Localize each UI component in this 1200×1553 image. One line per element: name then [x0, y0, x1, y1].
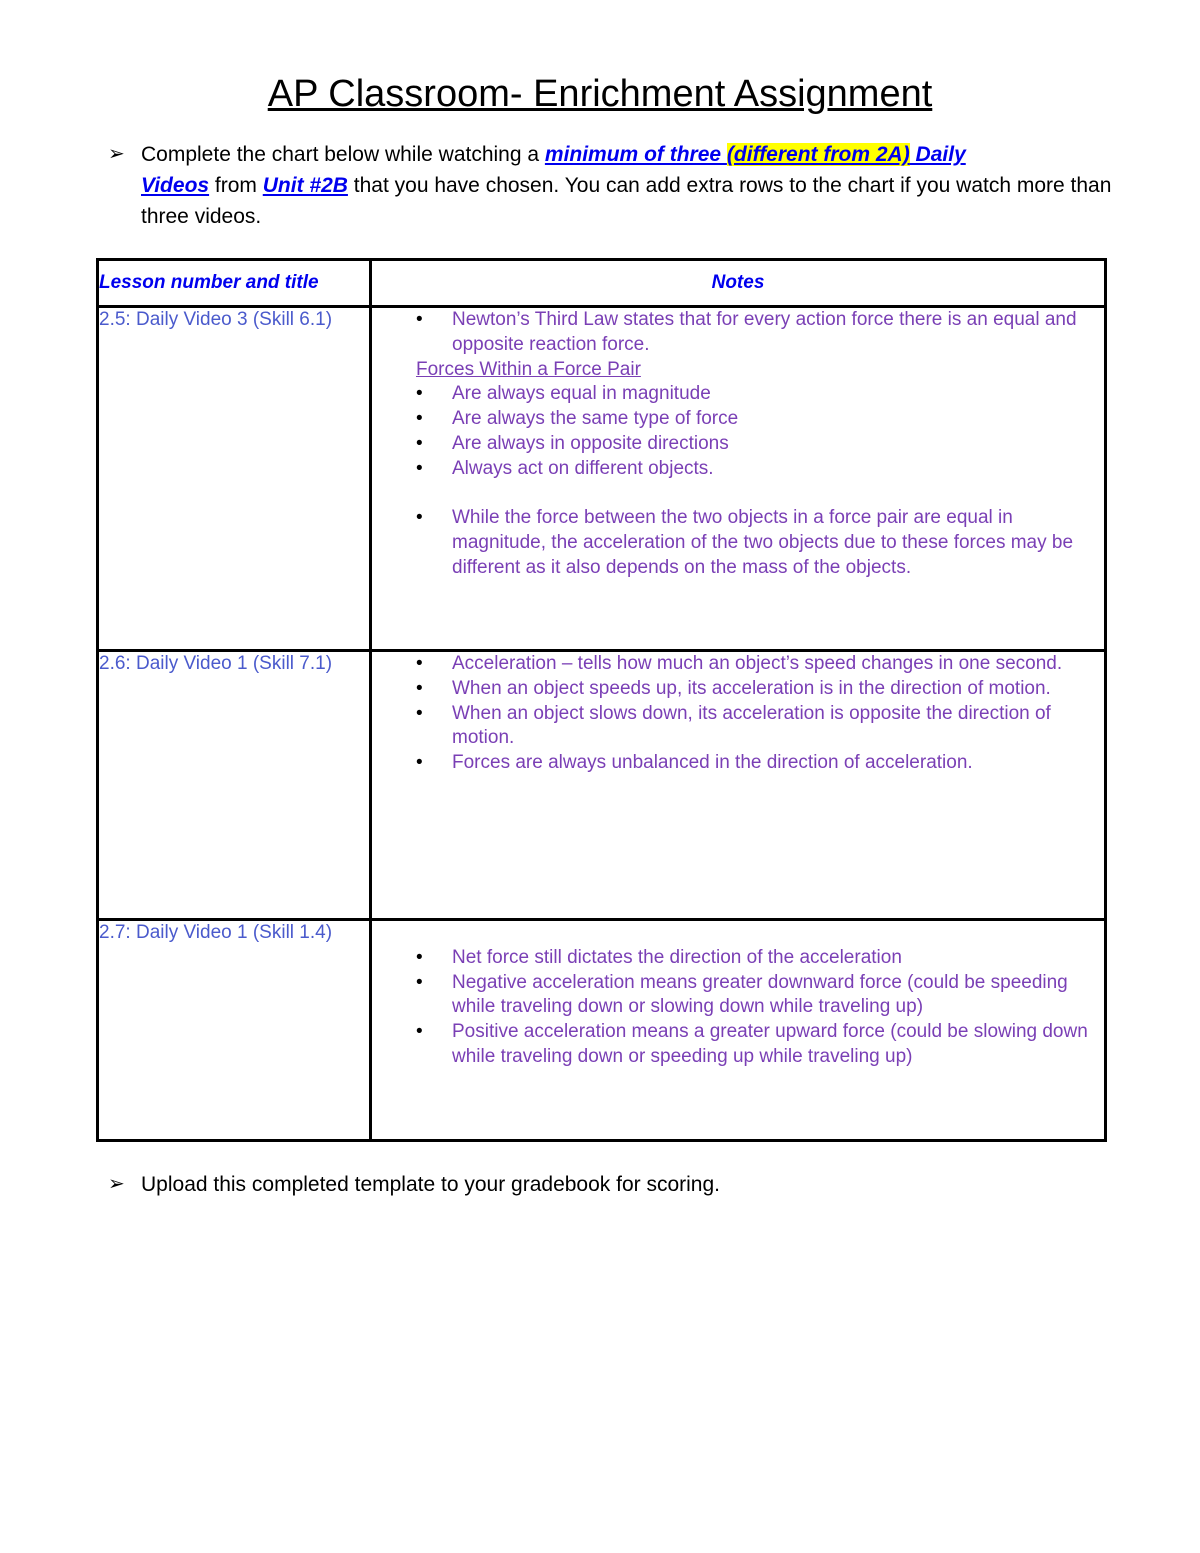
subheading: Forces Within a Force Pair	[416, 358, 641, 380]
bullet-icon: •	[416, 383, 423, 405]
bullet-icon: •	[416, 457, 423, 479]
list-item: • Are always in opposite directions	[372, 432, 1104, 457]
unit-link[interactable]: Unit #2B	[262, 174, 348, 197]
list-item: • Newton’s Third Law states that for every action force there is an equal and opposite reaction force.	[416, 309, 1077, 355]
table-row	[98, 307, 1106, 651]
list-item: • Positive acceleration means a greater upward force (could be slowing down while traveling down or speeding up while traveling up)	[416, 1021, 1088, 1067]
list-item: • While the force between the two objects in a force pair are equal in magnitude, the acceleration of the two objects due to these forces may be different as it also depends on the mass of the objects.	[416, 507, 1074, 578]
list-item: • Negative acceleration means greater downward force (could be speeding while traveling down or slowing down while traveling up)	[416, 971, 1068, 1018]
header-lesson: Lesson number and title	[98, 260, 371, 307]
notes-cell	[371, 307, 1106, 651]
bullet-icon: •	[416, 971, 423, 993]
list-item: • Are always the same type of force	[372, 407, 1104, 432]
header-notes: Notes	[371, 260, 1106, 307]
notes-cell	[371, 651, 1106, 920]
bullet-icon: •	[416, 408, 423, 430]
lesson-cell: 2.6: Daily Video 1 (Skill 7.1)	[98, 651, 371, 920]
arrow-bullet-icon: ➢	[108, 143, 125, 165]
page-title: AP Classroom- Enrichment Assignment	[267, 73, 933, 115]
bullet-icon: •	[416, 1021, 423, 1043]
table-header-row	[98, 260, 1106, 307]
list-item: • When an object speeds up, its acceleration is in the direction of motion.	[372, 677, 1104, 702]
table-row	[98, 651, 1106, 920]
highlighted-text: (different from 2A)	[726, 143, 910, 166]
notes-chart	[96, 258, 1107, 1142]
minimum-videos-link[interactable]: minimum of three (different from 2A) Daily	[544, 143, 966, 166]
list-item: • Are always equal in magnitude	[372, 382, 1104, 407]
lesson-cell: 2.5: Daily Video 3 (Skill 6.1)	[98, 307, 371, 651]
arrow-bullet-icon: ➢	[108, 1173, 125, 1195]
table-row	[98, 920, 1106, 1141]
bullet-icon: •	[416, 507, 423, 529]
bullet-icon: •	[416, 752, 423, 774]
bullet-icon: •	[416, 946, 423, 968]
list-item: • When an object slows down, its acceleration is opposite the direction of motion.	[416, 702, 1051, 749]
videos-link[interactable]: Videos	[141, 174, 210, 197]
list-item: • Always act on different objects.	[372, 457, 1104, 482]
bullet-icon: •	[416, 677, 423, 699]
bullet-icon: •	[416, 432, 423, 454]
list-item: • Forces are always unbalanced in the direction of acceleration.	[372, 751, 1104, 776]
footer-instruction: ➢ Upload this completed template to your gradebook for scoring.	[108, 1169, 1128, 1200]
instruction-paragraph: ➢ Complete the chart below while watching a minimum of three (different from 2A) Daily Videos from Unit #2B that you have chosen. You can add extra rows to the chart if you watch more than three videos.	[108, 139, 1128, 232]
notes-cell	[371, 920, 1106, 1141]
instruction-prefix: Complete the chart below while watching a	[141, 143, 545, 166]
bullet-icon: •	[416, 309, 423, 330]
bullet-icon: •	[416, 653, 423, 674]
list-item: • Net force still dictates the direction of the acceleration	[372, 946, 1104, 971]
lesson-cell: 2.7: Daily Video 1 (Skill 1.4)	[98, 920, 371, 1141]
list-item: • Acceleration – tells how much an object’s speed changes in one second.	[372, 652, 1104, 677]
instruction-suffix: that you have chosen. You can add extra rows to the chart if you watch more than three videos.	[141, 174, 1112, 228]
bullet-icon: •	[416, 702, 423, 724]
